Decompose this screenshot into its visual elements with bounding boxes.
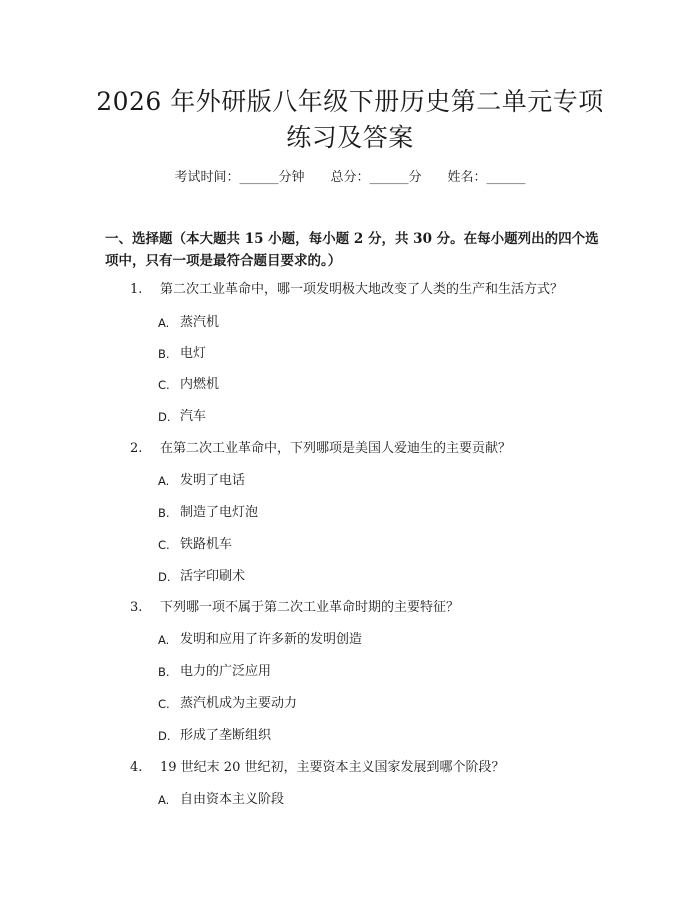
total-score-label: 总分：______分 [330, 170, 422, 185]
option-letter: A. [158, 474, 170, 488]
question-number: 3. [130, 600, 143, 615]
option-text: 蒸汽机成为主要动力 [180, 696, 298, 711]
option-letter: B. [158, 347, 170, 361]
option-letter: A. [158, 633, 170, 647]
option-text: 自由资本主义阶段 [180, 792, 285, 807]
question-number: 2. [130, 441, 143, 456]
question-number: 1. [130, 282, 143, 297]
document-title-line-2: 练习及答案 [286, 123, 414, 152]
option-letter: C. [158, 378, 170, 392]
option-text: 发明和应用了许多新的发明创造 [180, 632, 363, 647]
option-letter: D. [158, 570, 171, 584]
exam-meta-line [0, 168, 700, 188]
option-text: 蒸汽机 [180, 315, 220, 330]
option-letter: D. [158, 410, 171, 424]
student-name-label: 姓名：______ [447, 170, 526, 185]
question-text: 在第二次工业革命中，下列哪项是美国人爱迪生的主要贡献？ [160, 441, 512, 456]
option-letter: C. [158, 538, 170, 552]
option-text: 电灯 [180, 346, 207, 361]
option-letter: A. [158, 316, 170, 330]
question-text: 19 世纪末 20 世纪初，主要资本主义国家发展到哪个阶段？ [160, 760, 505, 775]
document-title-line-1: 2026 年外研版八年级下册历史第二单元专项 [96, 87, 604, 116]
option-letter: A. [158, 793, 170, 807]
option-text: 汽车 [180, 409, 207, 424]
option-letter: C. [158, 697, 170, 711]
option-text: 电力的广泛应用 [180, 664, 272, 679]
question-number: 4. [130, 760, 143, 775]
option-text: 制造了电灯泡 [180, 505, 259, 520]
exam-time-label: 考试时间：______分钟 [174, 170, 305, 185]
option-text: 内燃机 [180, 377, 220, 392]
option-letter: B. [158, 506, 170, 520]
question-text: 下列哪一项不属于第二次工业革命时期的主要特征？ [160, 600, 460, 615]
option-text: 形成了垄断组织 [180, 728, 272, 743]
section-heading: 一、选择题（本大题共 15 小题，每小题 2 分，共 30 分。在每小题列出的四个选项中，只有一项是最符合题目要求的。） [105, 231, 599, 269]
option-text: 铁路机车 [180, 537, 233, 552]
option-text: 发明了电话 [180, 473, 246, 488]
option-letter: B. [158, 665, 170, 679]
question-text: 第二次工业革命中，哪一项发明极大地改变了人类的生产和生活方式？ [160, 282, 564, 297]
option-letter: D. [158, 729, 171, 743]
option-text: 活字印刷术 [180, 569, 246, 584]
